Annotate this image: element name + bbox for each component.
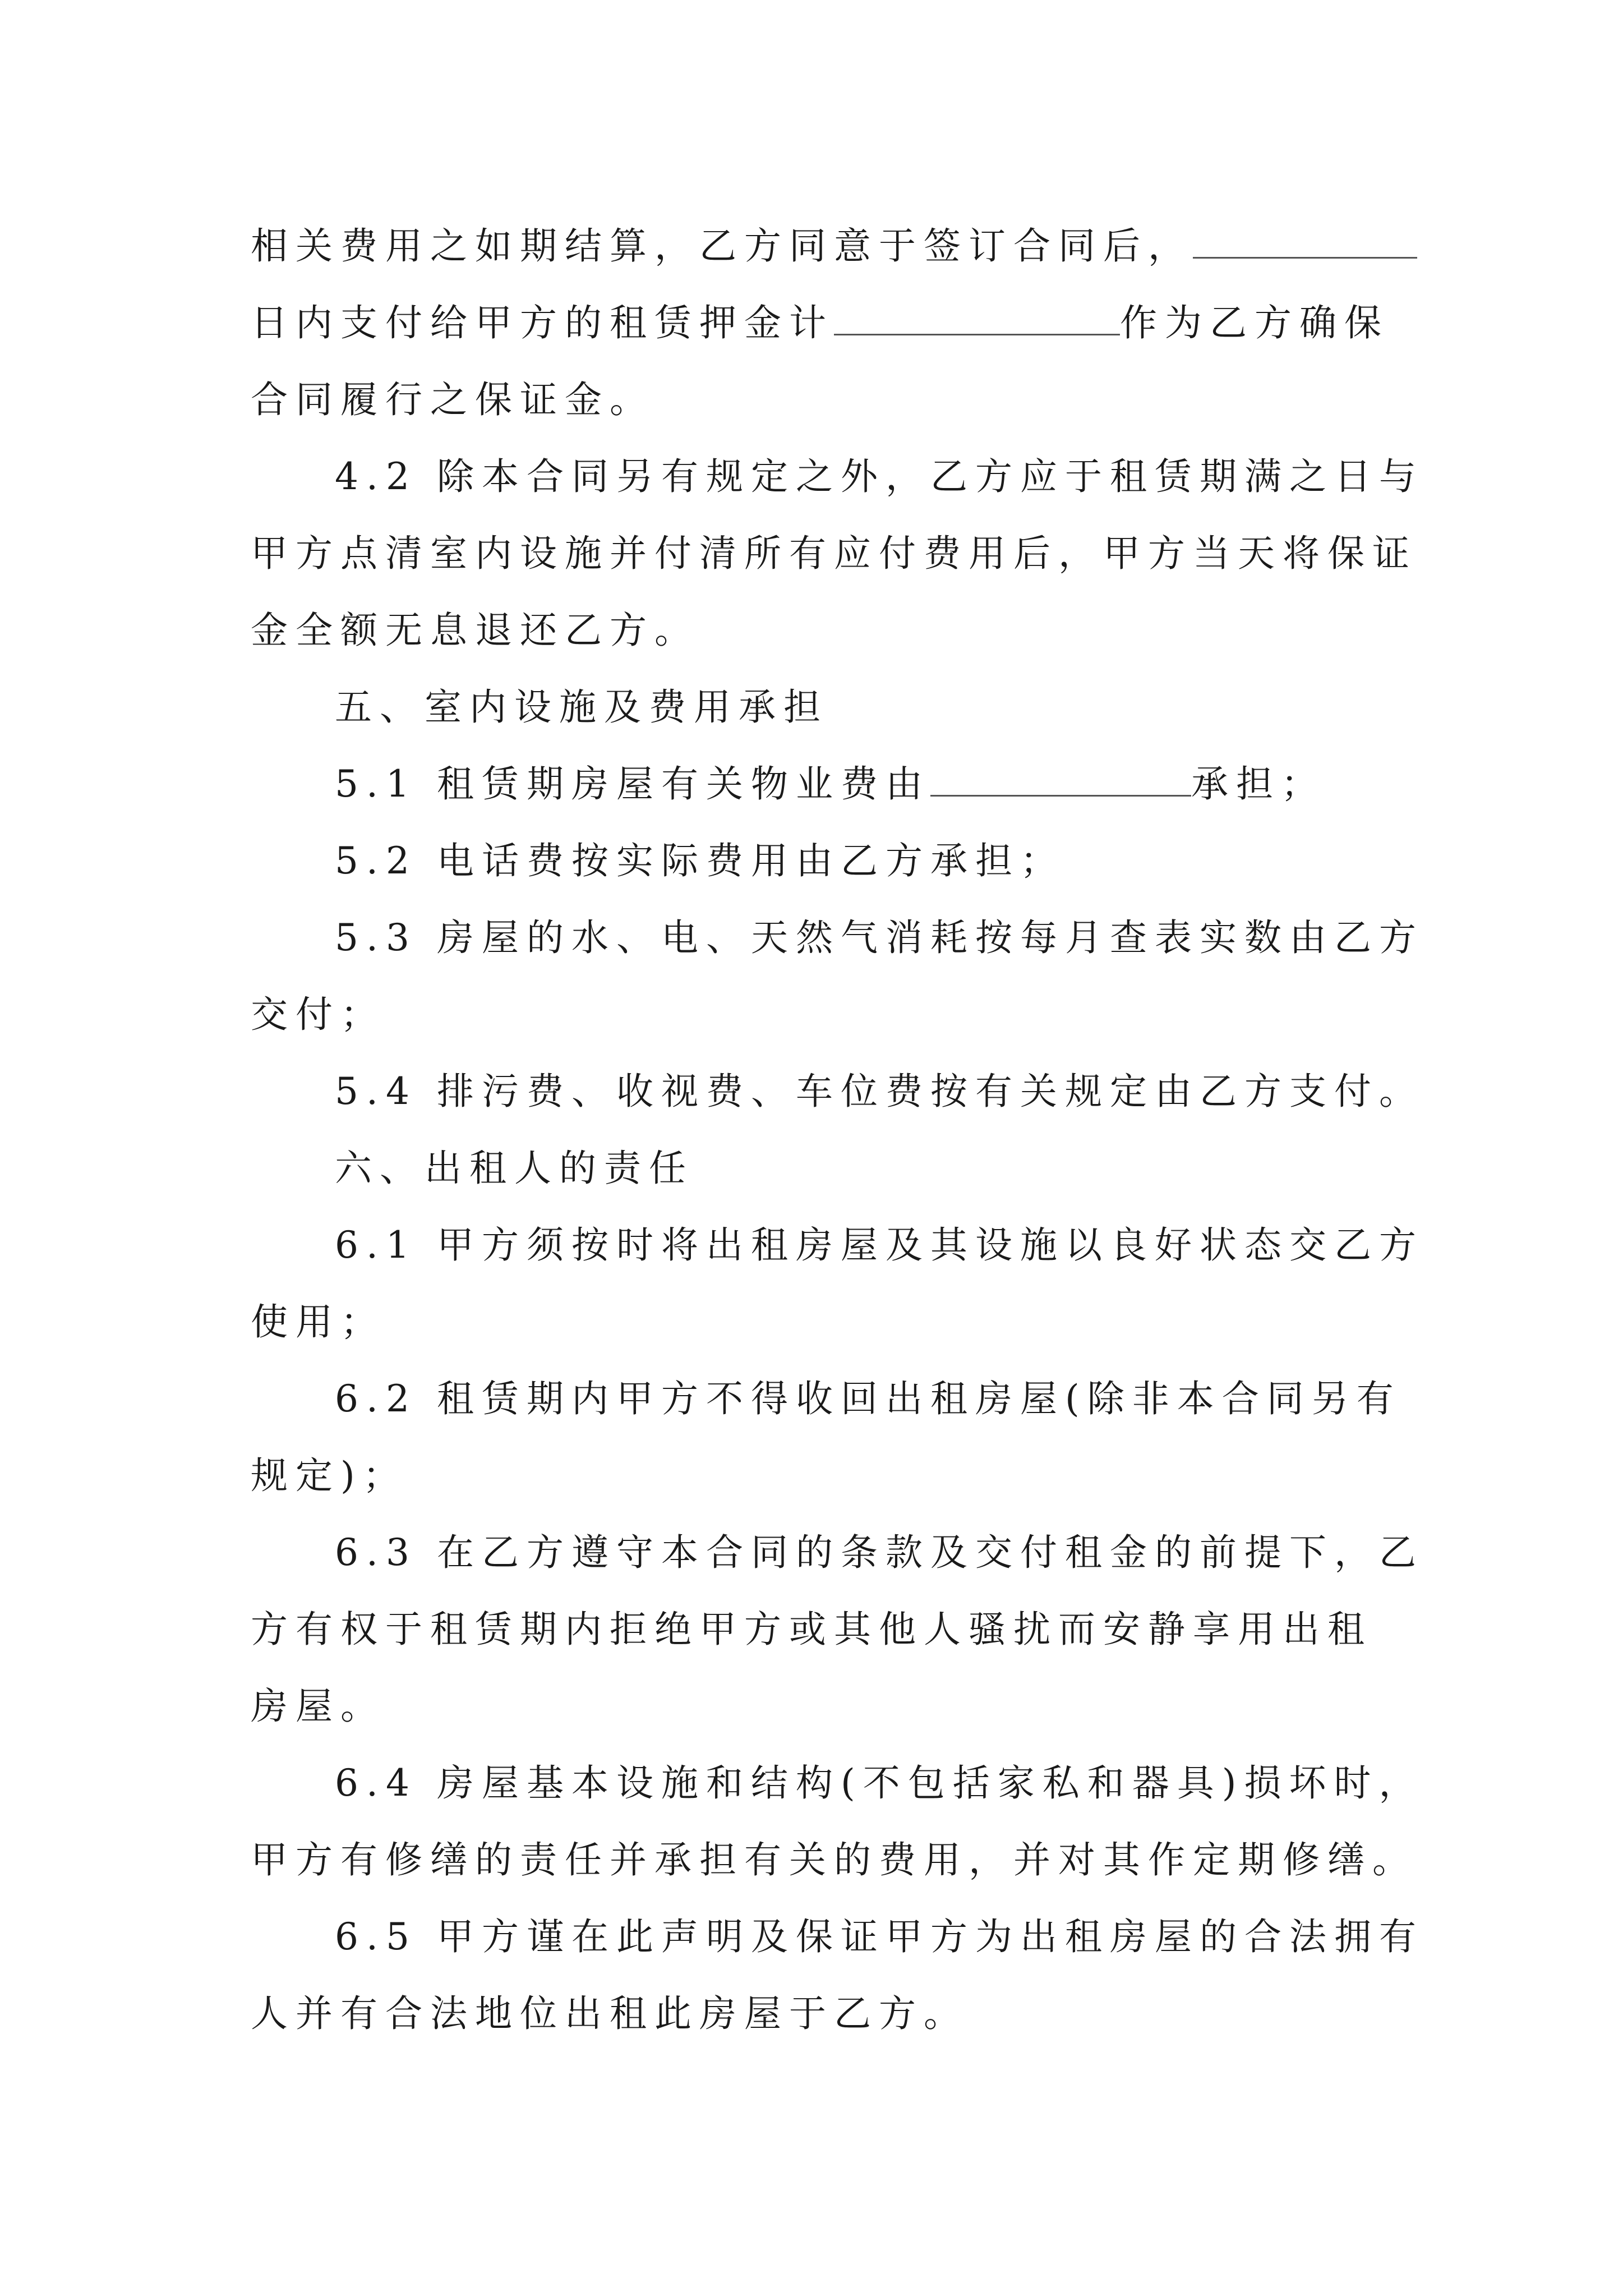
text-line: 合同履行之保证金。 [251, 378, 654, 421]
clause-6-5: 6.5 甲方谨在此声明及保证甲方为出租房屋的合法拥有 [335, 1915, 1424, 1958]
text-line: 甲方点清室内设施并付清所有应付费用后，甲方当天将保证 [251, 532, 1417, 575]
text-line: 规定)； [251, 1454, 408, 1497]
text-line: 金全额无息退还乙方。 [251, 609, 699, 652]
text-line: 甲方有修缮的责任并承担有关的费用，并对其作定期修缮。 [251, 1838, 1417, 1881]
text-line: 人并有合法地位出租此房屋于乙方。 [251, 1992, 969, 2035]
text-line: 房屋。 [251, 1685, 385, 1728]
document-body [251, 208, 1424, 2052]
text-segment: 日内支付给甲方的租赁押金计 [251, 301, 834, 344]
section-heading-5: 五、室内设施及费用承担 [335, 685, 828, 729]
clause-4-2: 4.2 除本合同另有规定之外，乙方应于租赁期满之日与 [335, 455, 1424, 498]
text-segment: 相关费用之如期结算，乙方同意于签订合同后， [251, 224, 1193, 268]
text-line: 使用； [251, 1300, 385, 1343]
text-segment: 作为乙方确保 [1120, 301, 1389, 344]
blank-field [1193, 224, 1417, 259]
clause-6-3: 6.3 在乙方遵守本合同的条款及交付租金的前提下，乙 [335, 1531, 1424, 1574]
clause-6-2: 6.2 租赁期内甲方不得收回出租房屋(除非本合同另有 [335, 1377, 1401, 1420]
text-line [251, 284, 1389, 361]
text-segment: 5.1 租赁期房屋有关物业费由 [335, 762, 930, 806]
clause-5-1 [251, 746, 1372, 822]
clause-6-1: 6.1 甲方须按时将出租房屋及其设施以良好状态交乙方 [335, 1223, 1424, 1267]
clause-5-4: 5.4 排污费、收视费、车位费按有关规定由乙方支付。 [335, 1070, 1424, 1113]
blank-field [930, 762, 1191, 797]
clause-6-4: 6.4 房屋基本设施和结构(不包括家私和器具)损坏时， [335, 1761, 1424, 1805]
text-line: 方有权于租赁期内拒绝甲方或其他人骚扰而安静享用出租 [251, 1608, 1372, 1651]
text-line [251, 208, 1372, 284]
clause-5-3: 5.3 房屋的水、电、天然气消耗按每月查表实数由乙方 [335, 916, 1424, 959]
text-line: 交付； [251, 993, 385, 1036]
section-heading-6: 六、出租人的责任 [335, 1147, 694, 1190]
clause-5-2: 5.2 电话费按实际费用由乙方承担； [335, 839, 1065, 882]
blank-field [834, 301, 1120, 335]
text-segment: 承担； [1191, 762, 1326, 806]
